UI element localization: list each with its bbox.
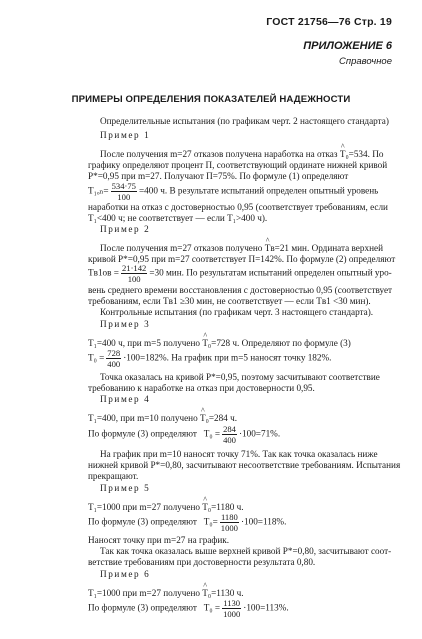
appendix-title: ПРИЛОЖЕНИЕ 6 xyxy=(303,40,392,52)
ex4-fraction: $\frac{284}{400}$ xyxy=(223,424,236,445)
ex6-formula: По формуле (3) определяют T₀ = $\frac{1130}{1000}$ ·100=113%. xyxy=(88,598,289,619)
ex1-line-6: T₁<400 ч; не соответствует — если T₁>400 ч). xyxy=(88,213,268,223)
ex2-formula: Tв1ов = $\frac{21\cdot 142}{100}$ =30 мин. По результатам испытаний определен опытный уро- xyxy=(88,263,392,284)
control-tests-heading: Контрольные испытания (по графикам черт. 3 настоящего стандарта). xyxy=(100,307,374,317)
ex3-line-4: требованию к наработке на отказ при достоверности 0,95. xyxy=(88,383,315,393)
ex5-fraction: $\frac{1180}{1000}$ xyxy=(220,512,238,533)
ex6-fraction: $\frac{1130}{1000}$ xyxy=(223,598,241,619)
ex2-line-2: кривой P*=0,95 при m=27 соответствует П=142%. По формуле (2) определяют xyxy=(88,254,396,264)
t0-hat: ^ T₀ xyxy=(200,413,209,424)
ex2-line-5: требованиям, если Tв1 ≥30 мин, не соответствует — если Tв1 <30 мин). xyxy=(88,296,371,306)
t0-hat: ^ T₀ xyxy=(340,149,349,160)
example-6-label: Пример 6 xyxy=(100,569,151,579)
ex2-line-4: вень среднего времени восстановления с достоверностью 0,95 (соответствует xyxy=(88,285,393,295)
ex1-fraction: $\frac{534\cdot 75}{100}$ xyxy=(111,181,136,202)
ex4-line-1: T₁=400, при m=10 получено ^ T₀=284 ч. xyxy=(88,413,237,424)
ex5-line-5: ветствие требованиям при достоверности результата 0,80. xyxy=(88,557,316,567)
appendix-note: Справочное xyxy=(339,56,392,67)
ex1-line-5: наработки на отказ с достоверностью 0,95 (соответствует требованиям, если xyxy=(88,202,388,212)
ex5-line-3: Наносят точку при m=27 на график. xyxy=(88,535,230,545)
ex4-formula: По формуле (3) определяют T₀ = $\frac{284}{400}$ ·100=71%. xyxy=(88,424,281,445)
ex5-formula: По формуле (3) определяют T₀= $\frac{1180}{1000}$ ·100=118%. xyxy=(88,512,287,533)
ex6-line-1: T₁=1000 при m=27 получено ^ T₀=1130 ч. xyxy=(88,588,244,599)
ex1-line-2: графику определяют процент П, соответствующий ординате нижней кривой xyxy=(88,160,388,170)
ex4-line-3: На график при m=10 наносят точку 71%. Так как точка оказалась ниже xyxy=(100,449,378,459)
ex4-line-5: прекращают. xyxy=(88,471,139,481)
example-5-label: Пример 5 xyxy=(100,483,151,493)
t0-hat: ^ T₀ xyxy=(202,502,211,513)
section-title: ПРИМЕРЫ ОПРЕДЕЛЕНИЯ ПОКАЗАТЕЛЕЙ НАДЕЖНОСТИ xyxy=(71,94,351,105)
ex2-line-1: После получения m=27 отказов получено ^ Tв=21 мин. Ордината верхней xyxy=(100,243,383,254)
example-2-label: Пример 2 xyxy=(100,224,151,234)
example-1-label: Пример 1 xyxy=(100,130,151,140)
t0-hat: ^ T₀ xyxy=(202,338,211,349)
tv-hat: ^ Tв xyxy=(265,243,275,254)
ex5-line-1: T₁=1000 при m=27 получено ^ T₀=1180 ч. xyxy=(88,502,244,513)
ex4-line-4: нижней кривой P*=0,80, засчитывают несоответствие требованиям. Испытания xyxy=(88,460,401,470)
ex1-formula: T₁ₒₙ= $\frac{534\cdot 75}{100}$ =400 ч. В результате испытаний определен опытный уровень xyxy=(88,181,379,202)
example-3-label: Пример 3 xyxy=(100,319,151,329)
ex1-line-1: После получения m=27 отказов получена наработка на отказ ^ T₀=534. По xyxy=(100,149,383,160)
intro-line: Определительные испытания (по графикам черт. 2 настоящего стандарта) xyxy=(100,116,389,126)
page-header: ГОСТ 21756—76 Стр. 19 xyxy=(266,16,392,28)
ex5-line-4: Так как точка оказалась выше верхней кривой P*=0,80, засчитывают соот- xyxy=(100,546,392,556)
ex1-line-3: P*=0,95 при m=27. Получают П=75%. По формуле (1) определяют xyxy=(88,171,349,181)
example-4-label: Пример 4 xyxy=(100,394,151,404)
ex3-line-3: Точка оказалась на кривой P*=0,95, поэтому засчитывают соответствие xyxy=(100,372,380,382)
ex3-fraction: $\frac{728}{400}$ xyxy=(107,348,121,369)
ex3-line-1: T₁=400 ч, при m=5 получено ^ T₀=728 ч. Определяют по формуле (3) xyxy=(88,338,351,349)
ex2-fraction: $\frac{21\cdot 142}{100}$ xyxy=(121,263,147,284)
t0-hat: ^ T₀ xyxy=(202,588,211,599)
ex3-formula: T₀ = $\frac{728}{400}$ ·100=182%. На график при m=5 наносят точку 182%. xyxy=(88,348,332,369)
